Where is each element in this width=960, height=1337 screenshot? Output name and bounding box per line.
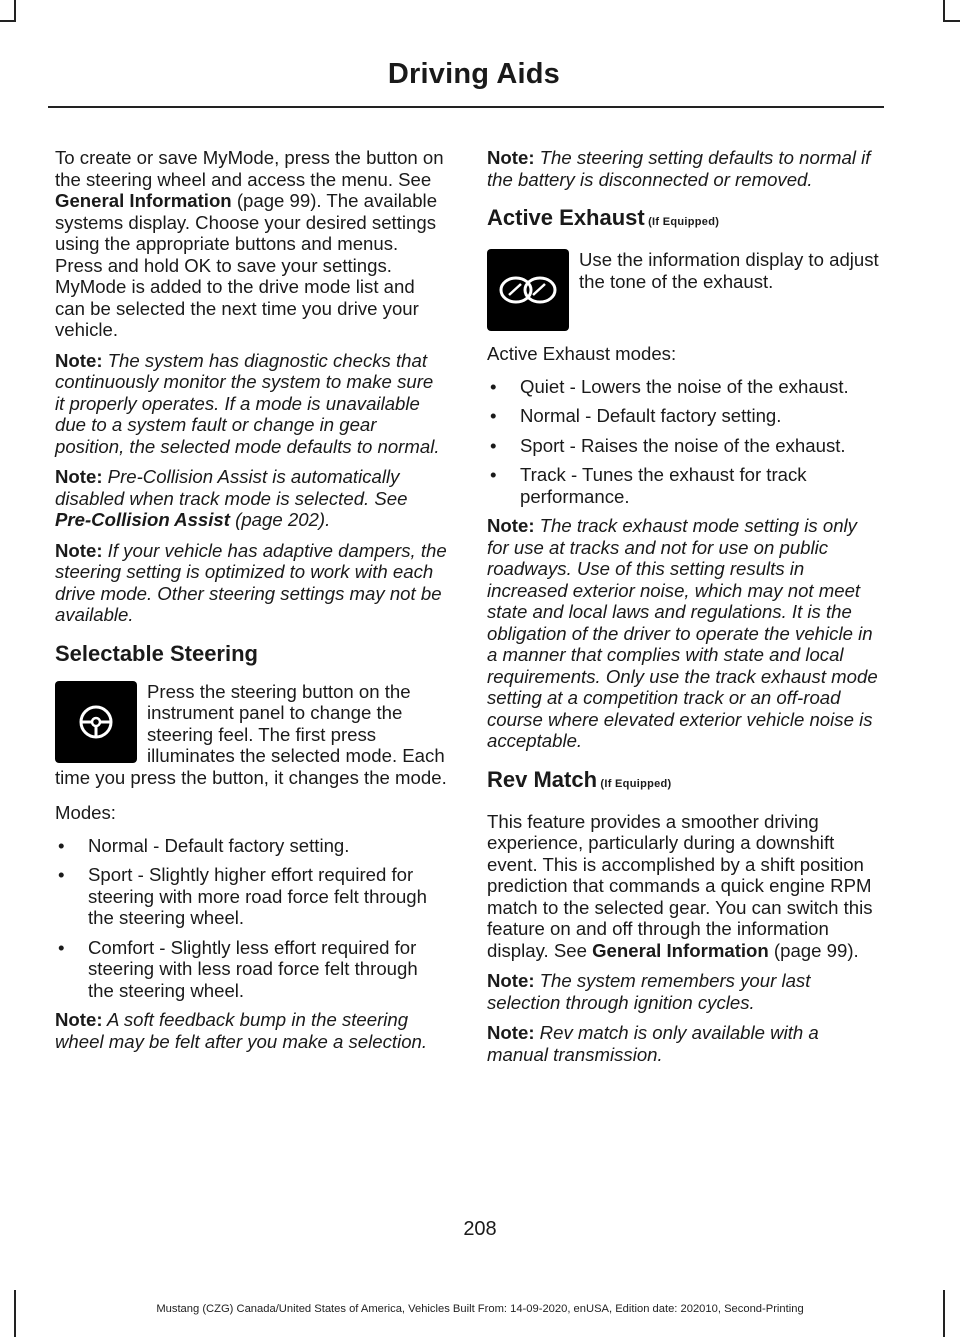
section-heading-active-exhaust [487,204,879,236]
note-label: Note: [55,466,103,487]
note-label: Note: [487,970,535,991]
exhaust-modes-list [487,376,879,508]
note [487,147,879,190]
note-label: Note: [487,1022,535,1043]
heading-text: Rev Match [487,766,598,792]
pre-collision-assist-link[interactable]: Pre-Collision Assist [55,509,230,530]
note-label: Note: [55,539,103,561]
note-label: Note: [55,349,103,371]
note-text: Pre-Collision Assist is automatically disabled when track mode is selected. See [55,466,408,509]
heading-text: Active Exhaust [487,205,645,230]
list-item: • Quiet - Lowers the noise of the exhaust. [487,376,879,398]
note [487,515,879,752]
note-label: Note: [55,1009,103,1030]
note [487,1022,879,1065]
text: (page 99). [768,939,859,961]
steering-wheel-icon [55,681,137,763]
left-column [55,147,447,1061]
exhaust-intro-text: Use the information display to adjust the tone of the exhaust. [579,249,879,292]
note-text: Rev match is only available with a manual transmission. [487,1022,819,1065]
general-information-link[interactable]: General Information [55,190,232,211]
note-label: Note: [487,147,535,168]
steering-intro-text: Press the steering button on the instrument panel to change the steering feel. The first press illuminates the selected mode. Each time you press the button, it changes the mode. [55,680,447,788]
modes-label: Modes: [55,802,116,823]
exhaust-modes-label: Active Exhaust modes: [487,343,677,364]
note-text: (page 202). [229,509,331,530]
note-text: The track exhaust mode setting is only for use at tracks and not for use on public roadways. Use of this setting results in increased exterior noise, which may not meet state and local laws and regulations. It is the obligation of the driver to operate the vehicle in a manner that complies with state and local requirements. Only use the track exhaust mode setting at a competition track or an off-road course where elevated exterior vehicle noise is acceptable. [487,515,878,751]
list-item: • Sport - Slightly higher effort required for steering with more road force felt through the steering wheel. [55,864,447,929]
gauge-cluster-icon [487,249,569,331]
if-equipped-tag: (If Equipped) [644,216,720,228]
general-information-link[interactable]: General Information [592,939,769,961]
mymode-paragraph [55,147,447,341]
note-text: If your vehicle has adaptive dampers, the steering setting is optimized to work with each drive mode. Other steering settings may not be available. [55,539,447,625]
crop-mark [14,0,16,22]
rev-match-paragraph [487,811,879,962]
exhaust-intro-block [487,249,879,335]
if-equipped-tag: (If Equipped) [597,777,672,790]
list-item: • Sport - Raises the noise of the exhaust. [487,435,879,457]
text: To create or save MyMode, press the button on the steering wheel and access the menu. See [55,147,444,190]
text: This feature provides a smoother driving experience, particularly during a downshift event. This is accomplished by a shift position prediction that commands a quick engine RPM match to the selected gear. You can switch this feature on and off through the information display. See [487,810,873,961]
list-item: • Normal - Default factory setting. [487,405,879,427]
note [55,540,447,626]
list-item: • Normal - Default factory setting. [55,835,447,857]
list-item: • Track - Tunes the exhaust for track performance. [487,464,879,507]
section-heading-selectable-steering: Selectable Steering [55,640,258,666]
steering-intro-block [55,681,447,803]
header-divider [48,106,884,108]
note [55,466,447,531]
footer-text: Mustang (CZG) Canada/United States of America, Vehicles Built From: 14-09-2020, enUSA, Edition date: 202010, Second-Printing [156,1303,804,1315]
list-item: • Comfort - Slightly less effort required for steering with less road force felt through the steering wheel. [55,937,447,1002]
crop-mark [944,20,960,22]
note [55,1009,447,1052]
note [55,350,447,458]
note-text: The steering setting defaults to normal if the battery is disconnected or removed. [487,147,871,190]
section-heading-rev-match [487,766,879,798]
note-label: Note: [487,515,535,536]
page-number: 208 [463,1218,497,1240]
note-text: The system remembers your last selection through ignition cycles. [487,970,811,1013]
steering-modes-list [55,835,447,1002]
right-column [487,147,879,1074]
note-text: A soft feedback bump in the steering wheel may be felt after you make a selection. [55,1009,428,1052]
note-text: The system has diagnostic checks that continuously monitor the system to make sure it properly operates. If a mode is unavailable due to a system fault or change in gear position, the selected mode defaults to normal. [55,349,440,457]
crop-mark [0,20,16,22]
note [487,970,879,1013]
page-title: Driving Aids [387,58,560,90]
text: (page 99). The available systems display. Choose your desired settings using the appropriate buttons and menus. Press and hold OK to save your settings. MyMode is added to the drive mode list and can be selected the next time you drive your vehicle. [55,190,438,340]
crop-mark [943,0,945,22]
